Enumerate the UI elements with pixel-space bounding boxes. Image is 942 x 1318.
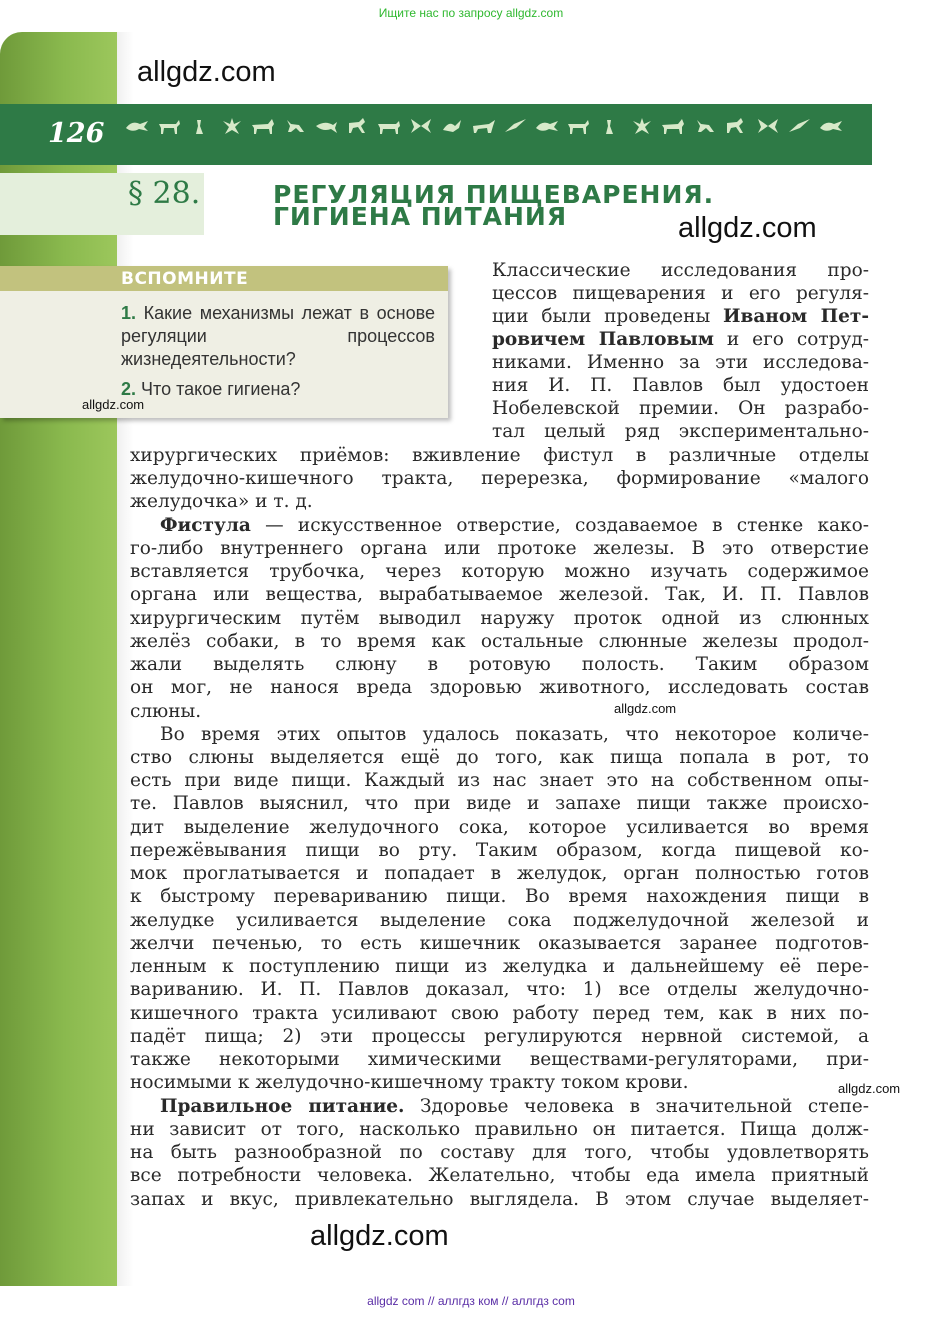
animal-silhouette-icon [755, 116, 781, 136]
text-line: Во время этих опытов удалось показать, что некоторое количе- [160, 724, 869, 745]
bottom-link-bar[interactable]: allgdz com // аллгдз ком // аллгдз com [367, 1294, 575, 1308]
text-line: желёз собаки, в то время как остальные слюнные железы продол- [130, 631, 869, 652]
text-line [160, 1095, 869, 1118]
text-line [492, 305, 869, 328]
watermark: allgdz.com [137, 56, 276, 88]
text-line: жали выделять слюну в ротовую полость. Таким образом [130, 654, 869, 675]
animal-silhouette-icon [471, 116, 497, 136]
text-line: хирургическим путём выводил наружу проток одной из слюнных [130, 608, 869, 629]
recall-question-2 [121, 378, 435, 401]
text-line: тал целый ряд экспериментально- [492, 421, 869, 442]
text-line: мок проглатывается и попадает в желудок, орган полностью готов [130, 863, 869, 884]
text-line: вставляется трубочка, через которую можно изучать содержимое [130, 561, 869, 582]
text-line: органа или вещества, вырабатываемое железой. Так, И. П. Павлов [130, 584, 869, 605]
chapter-title-line2: ГИГИЕНА ПИТАНИЯ [273, 202, 568, 231]
text-line: дит выделение желудочного сока, которое усиливается во время [130, 817, 869, 838]
animal-silhouette-icon [345, 116, 371, 136]
text-line: никами. Именно за эти исследова- [492, 352, 869, 373]
text-line: кишечного тракта усиливают свою работу перед тем, как в них по- [130, 1003, 869, 1024]
animal-silhouette-icon [124, 116, 150, 136]
animal-silhouette-icon [187, 116, 213, 136]
watermark: allgdz.com [838, 1081, 901, 1096]
question-number: 1. [121, 303, 137, 323]
animal-silhouette-icon [629, 116, 655, 136]
text-bold: Фистула [160, 515, 251, 536]
text-span: и его сотруд- [713, 329, 869, 350]
text-line: слюны. [130, 701, 202, 722]
text-line [160, 514, 869, 537]
text-line: запах и вкус, привлекательно выглядела. В этом случае выделяет- [130, 1189, 869, 1210]
text-line: вариванию. И. П. Павлов доказал, что: 1) все отделы желудочно- [130, 979, 869, 1000]
text-line: желудочка» и т. д. [130, 491, 313, 512]
watermark: allgdz.com [614, 701, 677, 716]
paragraph-number: § 28. [128, 176, 201, 211]
text-bold: Иваном Пет- [722, 306, 869, 327]
text-line: на быть разнообразной по составу для того, чтобы удовлетворять [130, 1142, 869, 1163]
text-line: пережёвывания пищи во рту. Таким образом, когда пищевой ко- [130, 840, 869, 861]
animal-silhouette-icon [692, 116, 718, 136]
text-line [492, 328, 869, 351]
animal-silhouette-icon [439, 116, 465, 136]
animal-silhouette-icon [723, 116, 749, 136]
text-line: те. Павлов выяснил, что при виде и запахе пищи также происхо- [130, 793, 869, 814]
text-line: падёт пища; 2) эти процессы регулируются нервной системой, а [130, 1026, 869, 1047]
text-line: го-либо внутреннего органа или протоке железы. В это отверстие [130, 538, 869, 559]
text-line: есть при виде пищи. Каждый из нас знает это на собственном опы- [130, 770, 869, 791]
text-line: желчи печенью, то есть кишечник оказывается заранее подготов- [130, 933, 869, 954]
text-line: ни зависит от того, насколько правильно он питается. Пища долж- [130, 1119, 869, 1140]
chapter-title-line1: РЕГУЛЯЦИЯ ПИЩЕВАРЕНИЯ. [273, 180, 715, 209]
animal-silhouette-icon [818, 116, 844, 136]
text-line: все потребности человека. Желательно, чтобы еда имела приятный [130, 1165, 869, 1186]
text-line: к быстрому перевариванию пищи. Во время нахождения пищи в [130, 886, 869, 907]
animal-silhouette-icon [534, 116, 560, 136]
animal-silhouette-icon [408, 116, 434, 136]
animal-silhouette-icon [786, 116, 812, 136]
page-number: 126 [48, 118, 105, 149]
watermark: allgdz.com [678, 212, 817, 244]
text-line: цессов пищеварения и его регуля- [492, 283, 869, 304]
recall-question-1 [121, 302, 435, 371]
text-line: ния И. П. Павлов был удостоен [492, 375, 869, 396]
question-number: 2. [121, 379, 137, 399]
text-line: желудочно-кишечного тракта, перерезка, формирование «малого [130, 468, 869, 489]
animal-silhouette-icon [282, 116, 308, 136]
text-line: также некоторыми химическими веществами-регуляторами, при- [130, 1049, 869, 1070]
watermark: allgdz.com [310, 1220, 449, 1252]
watermark: allgdz.com [82, 397, 145, 412]
text-line: хирургических приёмов: вживление фистул в различные отделы [130, 445, 869, 466]
text-line: он мог, не нанося вреда здоровью животного, исследовать состав [130, 677, 869, 698]
text-bold: ровичем Павловым [492, 329, 714, 350]
question-text: Что такое гигиена? [141, 379, 301, 399]
animal-silhouette-icon [565, 116, 591, 136]
recall-title: ВСПОМНИТЕ [121, 269, 249, 289]
animal-silhouette-icon [597, 116, 623, 136]
text-span: — искусственное отверстие, создаваемое в стенке како- [250, 515, 869, 536]
animal-silhouette-icon [313, 116, 339, 136]
question-text: Какие механизмы лежат в основе регуляции процессов жизнедеятельности? [121, 303, 435, 369]
text-line: ство слюны выделяется ещё до того, как пища попала в рот, то [130, 747, 869, 768]
text-bold: Правильное питание. [160, 1096, 405, 1117]
text-line: Нобелевской премии. Он разрабо- [492, 398, 869, 419]
text-span: ции были проведены [492, 306, 723, 327]
animal-silhouette-icon [660, 116, 686, 136]
text-line: Классические исследования про- [492, 260, 869, 281]
animal-silhouette-icon [156, 116, 182, 136]
chapter-title [273, 180, 715, 231]
text-span: Здоровье человека в значительной степе- [404, 1096, 869, 1117]
animal-silhouette-icon [250, 116, 276, 136]
animal-silhouette-icon [219, 116, 245, 136]
recall-box [0, 266, 448, 418]
top-banner[interactable]: Ищите нас по запросу allgdz.com [378, 6, 564, 20]
animal-silhouette-icon [502, 116, 528, 136]
text-line: ленным к поступлению пищи из желудка и дальнейшему её пере- [130, 956, 869, 977]
text-line: желудке усиливается выделение сока поджелудочной железой и [130, 910, 869, 931]
animal-decoration [124, 114, 844, 138]
animal-silhouette-icon [376, 116, 402, 136]
text-line: носимыми к желудочно-кишечному тракту током крови. [130, 1072, 689, 1093]
